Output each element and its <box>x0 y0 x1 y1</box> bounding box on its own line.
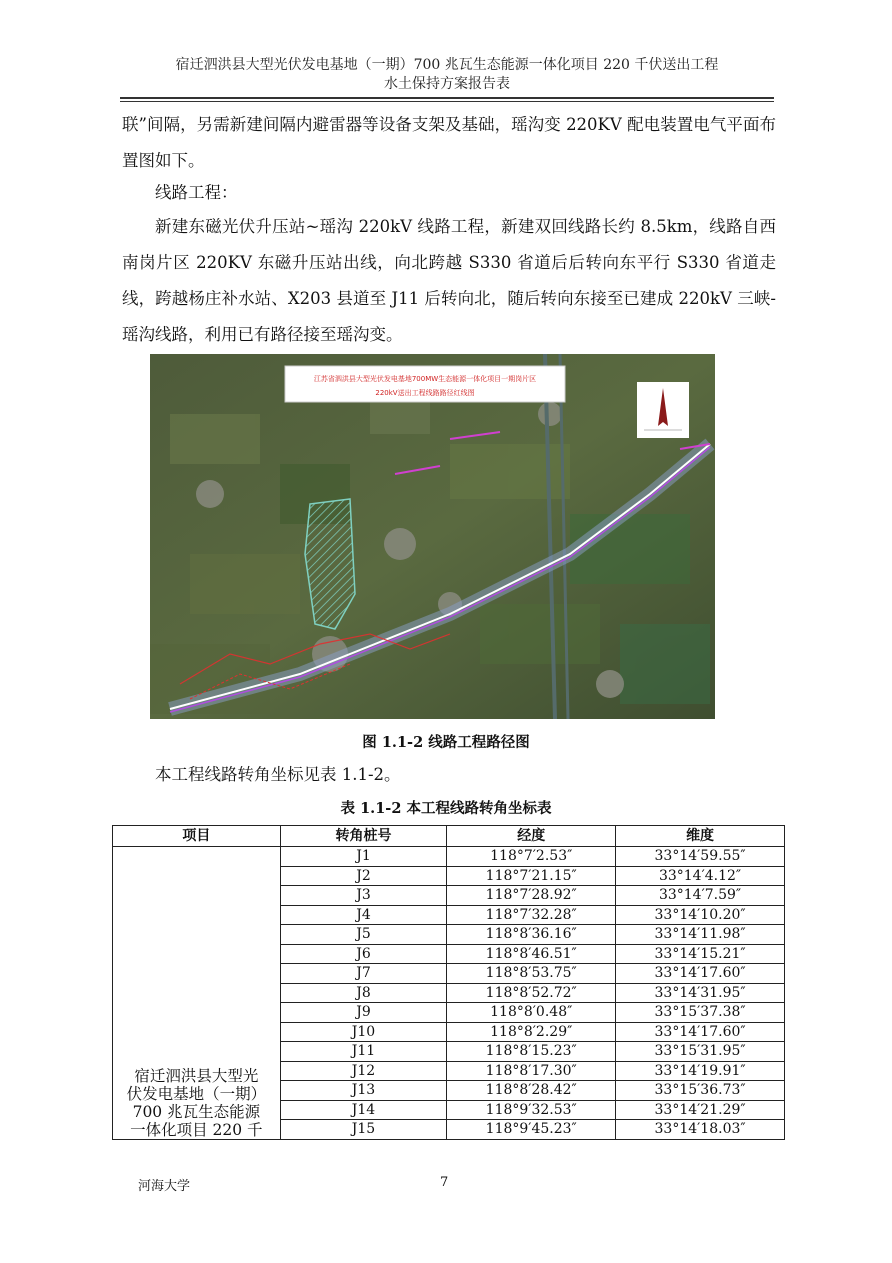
longitude: 118°7′32.28″ <box>447 905 616 925</box>
project-name-line: 伏发电基地（一期） <box>126 1084 267 1103</box>
longitude: 118°8′2.29″ <box>447 1022 616 1042</box>
latitude: 33°14′31.95″ <box>616 983 785 1003</box>
longitude: 118°8′28.42″ <box>447 1081 616 1101</box>
project-name-line: 宿迁泗洪县大型光 <box>134 1066 259 1085</box>
latitude: 33°14′19.91″ <box>616 1061 785 1081</box>
figure-caption: 图 1.1-2 线路工程路径图 <box>362 734 530 751</box>
longitude: 118°7′28.92″ <box>447 886 616 906</box>
project-name-line: 一体化项目 220 千 <box>130 1120 263 1139</box>
point-id: J6 <box>280 944 447 964</box>
map-title-line2: 220kV送出工程线路路径红线图 <box>375 389 475 397</box>
paragraph-1: 联”间隔，另需新建间隔内避雷器等设备支架及基础，瑶沟变 220KV 配电装置电气平面布置图如下。 <box>122 115 776 170</box>
paragraph-section-title: 线路工程： <box>155 183 238 202</box>
header-project: 项目 <box>113 826 281 847</box>
footer-organization: 河海大学 <box>138 1179 191 1194</box>
header-title: 宿迁泗洪县大型光伏发电基地（一期）700 兆瓦生态能源一体化项目 220 千伏送出工程 <box>175 57 719 73</box>
longitude: 118°9′45.23″ <box>447 1120 616 1140</box>
point-id: J11 <box>280 1042 447 1062</box>
point-id: J2 <box>280 866 447 886</box>
project-name-cell <box>113 847 281 1140</box>
latitude: 33°14′17.60″ <box>616 964 785 984</box>
latitude: 33°14′10.20″ <box>616 905 785 925</box>
header-point-id: 转角桩号 <box>280 826 447 847</box>
point-id: J1 <box>280 847 447 867</box>
longitude: 118°8′46.51″ <box>447 944 616 964</box>
latitude: 33°15′37.38″ <box>616 1003 785 1023</box>
turning-point-table <box>112 825 785 1140</box>
route-map-figure <box>150 354 715 719</box>
project-name-line: 700 兆瓦生态能源 <box>132 1102 261 1121</box>
header-rule <box>120 97 774 99</box>
header-rule-thin <box>120 101 774 102</box>
table-header-row <box>113 826 785 847</box>
point-id: J12 <box>280 1061 447 1081</box>
header-latitude: 维度 <box>616 826 785 847</box>
paragraph-table-intro: 本工程线路转角坐标见表 1.1-2。 <box>155 765 401 784</box>
latitude: 33°14′4.12″ <box>616 866 785 886</box>
point-id: J4 <box>280 905 447 925</box>
point-id: J15 <box>280 1120 447 1140</box>
latitude: 33°14′18.03″ <box>616 1120 785 1140</box>
longitude: 118°9′32.53″ <box>447 1100 616 1120</box>
longitude: 118°8′17.30″ <box>447 1061 616 1081</box>
latitude: 33°15′36.73″ <box>616 1081 785 1101</box>
satellite-map <box>150 354 715 719</box>
north-arrow-icon <box>637 382 689 438</box>
point-id: J13 <box>280 1081 447 1101</box>
longitude: 118°8′0.48″ <box>447 1003 616 1023</box>
latitude: 33°14′21.29″ <box>616 1100 785 1120</box>
longitude: 118°8′15.23″ <box>447 1042 616 1062</box>
point-id: J5 <box>280 925 447 945</box>
page-number: 7 <box>440 1175 449 1190</box>
longitude: 118°7′2.53″ <box>447 847 616 867</box>
point-id: J14 <box>280 1100 447 1120</box>
latitude: 33°14′7.59″ <box>616 886 785 906</box>
point-id: J9 <box>280 1003 447 1023</box>
point-id: J3 <box>280 886 447 906</box>
longitude: 118°8′36.16″ <box>447 925 616 945</box>
longitude: 118°7′21.15″ <box>447 866 616 886</box>
point-id: J10 <box>280 1022 447 1042</box>
latitude: 33°14′11.98″ <box>616 925 785 945</box>
page-header <box>120 56 774 94</box>
longitude: 118°8′53.75″ <box>447 964 616 984</box>
point-id: J8 <box>280 983 447 1003</box>
latitude: 33°14′15.21″ <box>616 944 785 964</box>
latitude: 33°14′59.55″ <box>616 847 785 867</box>
point-id: J7 <box>280 964 447 984</box>
header-subtitle: 水土保持方案报告表 <box>384 76 510 92</box>
latitude: 33°14′17.60″ <box>616 1022 785 1042</box>
longitude: 118°8′52.72″ <box>447 983 616 1003</box>
header-longitude: 经度 <box>447 826 616 847</box>
paragraph-route-description: 新建东磁光伏升压站~瑶沟 220kV 线路工程，新建双回线路长约 8.5km，线路自西南岗片区 220KV 东磁升压站出线，向北跨越 S330 省道后后转向东平行 S330 省道走线，跨越杨庄补水站、X203 县道至 J11 后转向北，随后转向东接至已建成 220kV 三峡-瑶沟线路，利用已有路径接至瑶沟变。 <box>122 217 776 344</box>
table-caption: 表 1.1-2 本工程线路转角坐标表 <box>340 800 552 817</box>
map-title-line1: 江苏省泗洪县大型光伏发电基地700MW生态能源一体化项目一期岗片区 <box>313 375 537 383</box>
table-row <box>113 847 785 867</box>
latitude: 33°15′31.95″ <box>616 1042 785 1062</box>
